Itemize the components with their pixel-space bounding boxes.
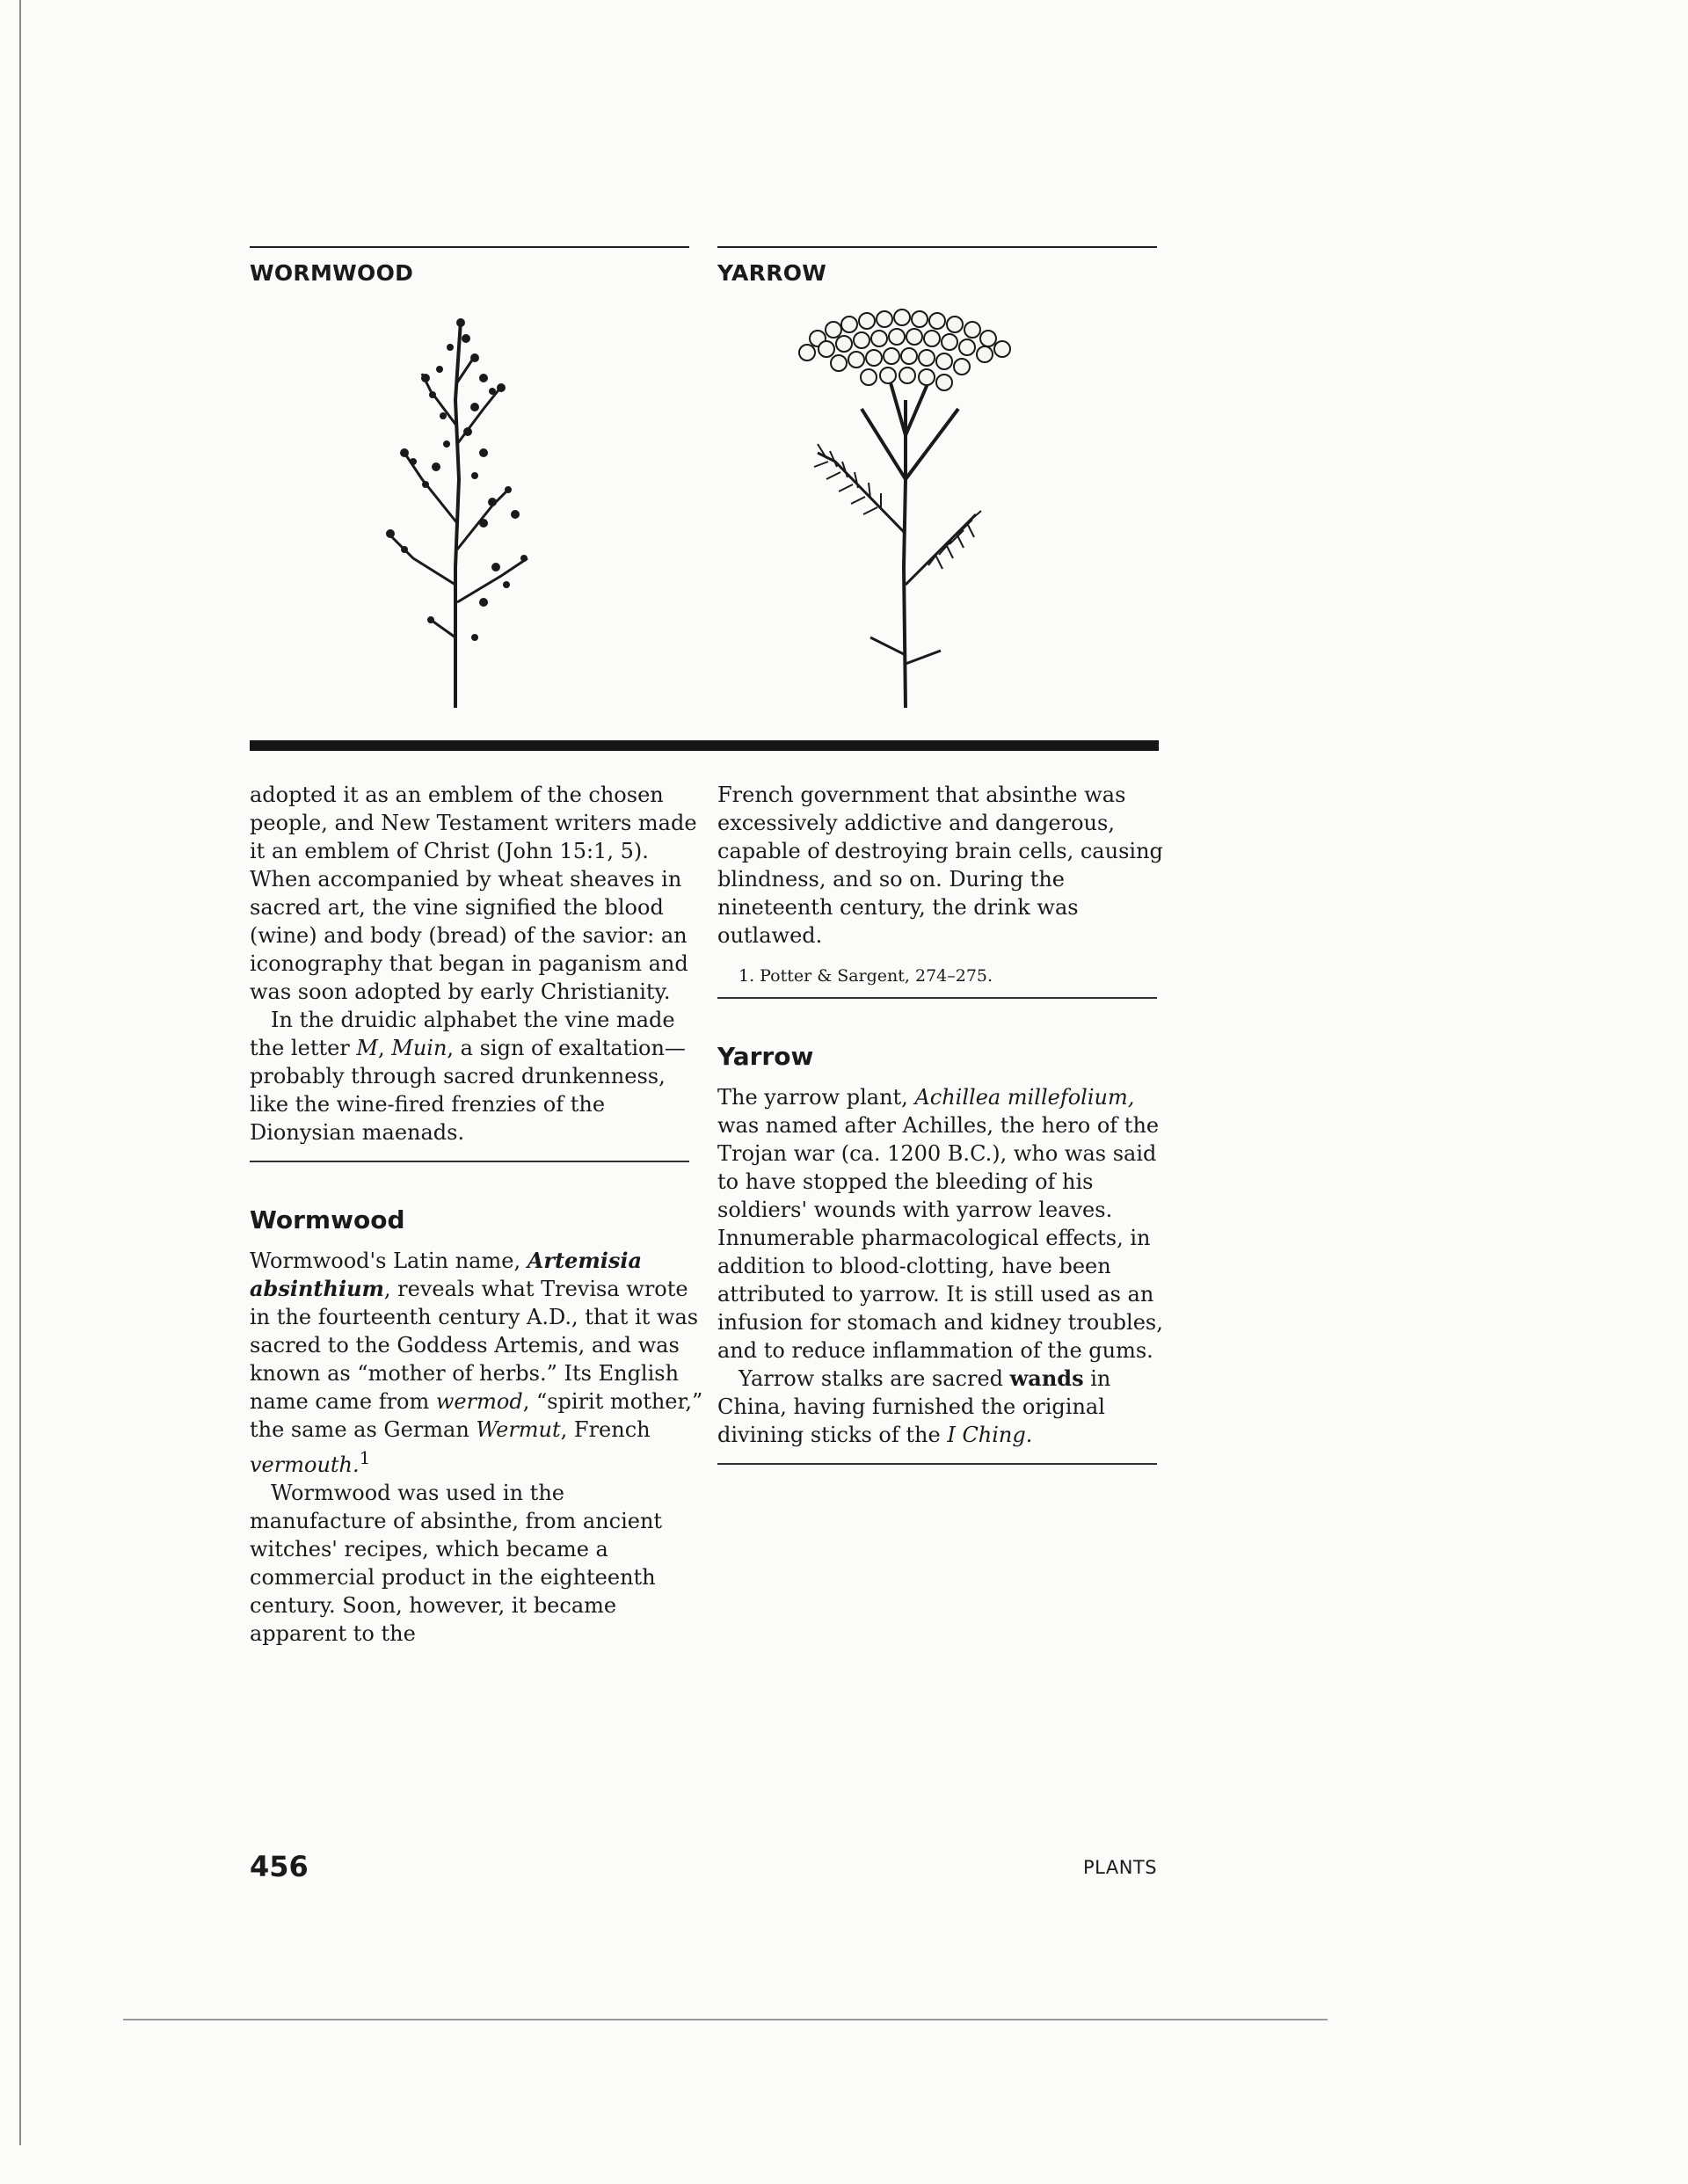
header-yarrow: YARROW	[717, 260, 827, 286]
section-end-rule	[717, 1463, 1157, 1465]
text-run: in China, having furnished the original divining sticks of the	[717, 1366, 1111, 1447]
text-run: , French	[560, 1417, 651, 1442]
term-wermod: wermod	[435, 1389, 523, 1414]
footnote-marker: 1	[359, 1447, 371, 1468]
yarrow-plant-icon	[765, 303, 1046, 717]
text-run: , “spirit mother,” the same as German	[250, 1389, 703, 1442]
left-column	[250, 781, 707, 1648]
header-rule-right	[717, 246, 1157, 248]
paragraph-absinthe: Wormwood was used in the manufacture of absinthe, from ancient witches' recipes, which became a commercial product in the eighteenth century. Soon, however, it became apparent to the	[250, 1481, 663, 1646]
header-wormwood: WORMWOOD	[250, 260, 414, 286]
text-run: , a sign of exaltation—probably through sacred drunkenness, like the wine-fired frenzies of the Dionysian maenads.	[250, 1036, 686, 1145]
header-rule-left	[250, 246, 689, 248]
term-wermut: Wermut	[476, 1417, 561, 1442]
paragraph-druidic-alphabet	[250, 1006, 707, 1147]
text-run: , reveals what Trevisa wrote in the fourteenth century A.D., that it was sacred to the Goddess Artemis, and was known as “mother of herbs.” Its English name came from	[250, 1277, 699, 1414]
footnote: 1. Potter & Sargent, 274–275.	[738, 966, 993, 986]
text-run: The yarrow plant,	[717, 1085, 915, 1110]
letter-m: M	[356, 1036, 378, 1060]
text-run: In the druidic alphabet the vine made the letter	[250, 1008, 675, 1060]
latin-artemisia: Artemisia absinthium	[250, 1248, 643, 1301]
paragraph-yarrow-plant	[717, 1083, 1175, 1365]
term-wands: wands	[1009, 1365, 1084, 1391]
text-run: was named after Achilles, the hero of the Trojan war (ca. 1200 B.C.), who was said to have stopped the bleeding of his soldiers' wounds with yarrow leaves. Innumerable pharmacological effects, in addition to blood-clotting, have been attributed to yarrow. It is still used as an infusion for stomach and kidney troubles, and to reduce inflammation of the gums.	[717, 1113, 1163, 1363]
heading-yarrow: Yarrow	[717, 1042, 814, 1071]
paragraph-wormwood-name	[250, 1247, 707, 1479]
running-section-label: PLANTS	[1083, 1857, 1158, 1878]
heading-wormwood: Wormwood	[250, 1205, 405, 1234]
term-vermouth: vermouth.	[250, 1452, 360, 1477]
section-divider-bar	[250, 740, 1159, 751]
latin-achillea: Achillea millefolium,	[914, 1085, 1135, 1110]
section-end-rule	[250, 1161, 689, 1162]
paragraph-yarrow-stalks	[717, 1365, 1175, 1449]
text-run: Wormwood's Latin name,	[250, 1249, 528, 1273]
wormwood-plant-icon	[352, 303, 563, 717]
term-muin: Muin	[391, 1036, 447, 1060]
paragraph-absinthe-outlawed: French government that absinthe was excessively addictive and dangerous, capable of destroying brain cells, causing blindness, and so on. During the nineteenth century, the drink was outlawed.	[717, 783, 1163, 948]
term-i-ching: I Ching.	[947, 1423, 1033, 1447]
footnote-rule	[717, 997, 1157, 999]
page-number: 456	[250, 1850, 309, 1883]
text-run: Yarrow stalks are sacred	[738, 1366, 1010, 1391]
text-run: ,	[377, 1036, 392, 1060]
paragraph-vine-emblem: adopted it as an emblem of the chosen people, and New Testament writers made it an emblem of Christ (John 15:1, 5). When accompanied by wheat sheaves in sacred art, the vine signified the blood (wine) and body (bread) of the savior: an iconography that began in paganism and was soon adopted by early Christianity.	[250, 783, 697, 1004]
right-column	[717, 781, 1175, 1465]
